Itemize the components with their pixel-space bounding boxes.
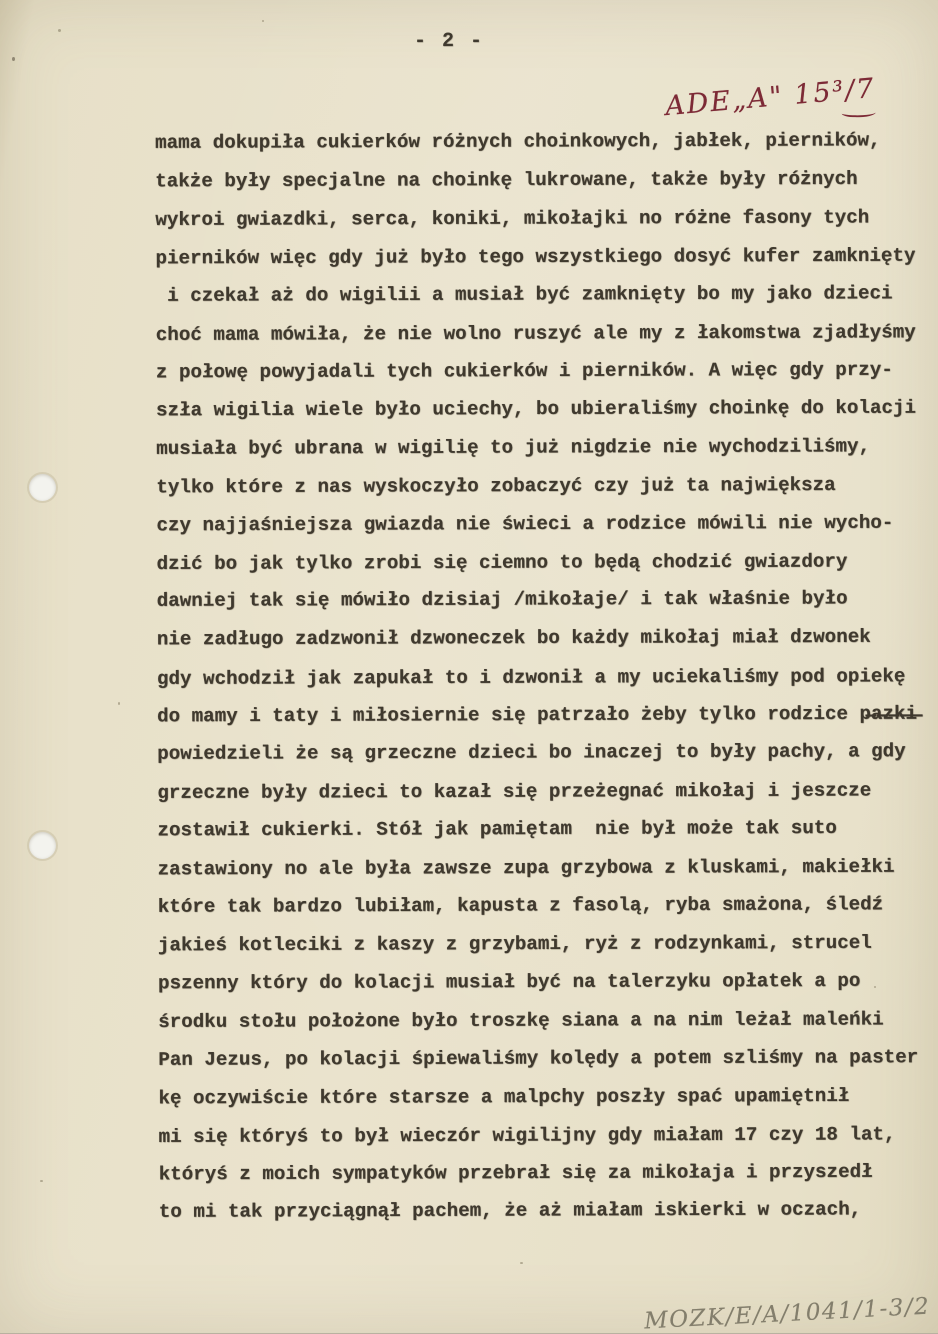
typed-line: powiedzieli że są grzeczne dzieci bo inaczej to były pachy, a gdy <box>157 740 906 765</box>
typed-line: do mamy i taty i miłosiernie się patrzało żeby tylko rodzice p̶a̶z̶k̶i̶ <box>157 702 918 728</box>
paper-speck <box>118 702 120 705</box>
typed-line: grzeczne były dzieci to kazał się przeżegnać mikołaj i jeszcze <box>157 779 872 805</box>
typed-text-block <box>155 130 929 1240</box>
typed-line: środku stołu położone było troszkę siana a na nim leżał maleńki <box>158 1008 884 1034</box>
typed-line: musiała być ubrana w wigilię to już nigdzie nie wychodziliśmy, <box>156 434 871 460</box>
paper-speck <box>40 1180 43 1182</box>
handwritten-archive-ref-bottom: MOZK/E/A/1041/1-3/2 <box>643 1293 931 1334</box>
typed-line: choć mama mówiła, że nie wolno ruszyć ale my z łakomstwa zjadłyśmy <box>155 321 916 346</box>
typed-line: tylko które z nas wyskoczyło zobaczyć czy już ta największa <box>156 473 836 499</box>
typed-line: i czekał aż do wigilii a musiał być zamknięty bo my jako dzieci <box>155 282 893 307</box>
typed-line: Pan Jezus, po kolacji śpiewaliśmy kolędy a potem szliśmy na paster <box>158 1045 919 1071</box>
typed-line: także były specjalne na choinkę lukrowane, także były różnych <box>155 168 858 193</box>
punch-hole-bottom <box>29 832 56 859</box>
typed-line: pierników więc gdy już było tego wszystkiego dosyć kufer zamknięty <box>155 244 916 269</box>
paper-speck <box>520 1262 523 1264</box>
typed-line: któryś z moich sympatyków przebrał się za mikołaja i przyszedł <box>158 1160 873 1186</box>
typed-line: jakieś kotleciki z kaszy z grzybami, ryż z rodzynkami, strucel <box>157 931 872 957</box>
typed-line: wykroi gwiazdki, serca, koniki, mikołajki no różne fasony tych <box>155 206 870 232</box>
typed-line: kę oczywiście które starsze a malpchy poszły spać upamiętnił <box>158 1084 850 1110</box>
typed-line: zastawiony no ale była zawsze zupa grzybowa z kluskami, makiełki <box>157 855 895 880</box>
paper-speck <box>12 57 15 61</box>
typed-line: z połowę powyjadali tych cukierków i pierników. A więc gdy przy- <box>155 358 893 384</box>
paper-speck <box>58 29 61 32</box>
typed-line: dawniej tak się mówiło dzisiaj /mikołaje/ i tak właśnie było <box>156 587 848 613</box>
typed-line: gdy wchodził jak zapukał to i dzwonił a my uciekaliśmy pod opiekę <box>156 664 906 690</box>
punch-hole-top <box>29 474 56 501</box>
typed-line: mi się któryś to był wieczór wigilijny gdy miałam 17 czy 18 lat, <box>158 1123 896 1148</box>
handwritten-archive-ref-top: ADE„A" 15³/7 <box>664 72 877 123</box>
typed-line: zostawił cukierki. Stół jak pamiętam nie był może tak suto <box>157 817 837 842</box>
typed-line: pszenny który do kolacji musiał być na talerzyku opłatek a po <box>158 970 861 995</box>
page-number: - 2 - <box>414 30 485 53</box>
typed-line: mama dokupiła cukierków różnych choinkowych, jabłek, pierników, <box>155 129 881 154</box>
typed-line: to mi tak przyciągnął pachem, że aż miałam iskierki w oczach, <box>158 1198 862 1224</box>
typed-line: nie zadługo zadzwonił dzwoneczek bo każdy mikołaj miał dzwonek <box>156 626 871 651</box>
typed-line: dzić bo jak tylko zrobi się ciemno to będą chodzić gwiazdory <box>156 550 848 576</box>
typed-line: szła wigilia wiele było uciechy, bo ubieraliśmy choinkę do kolacji <box>156 397 917 422</box>
paper-speck <box>262 20 264 22</box>
typed-line: które tak bardzo lubiłam, kapusta z fasolą, ryba smażona, śledź <box>157 893 884 918</box>
typed-line: czy najjaśniejsza gwiazda nie świeci a rodzice mówili nie wycho- <box>156 511 894 537</box>
